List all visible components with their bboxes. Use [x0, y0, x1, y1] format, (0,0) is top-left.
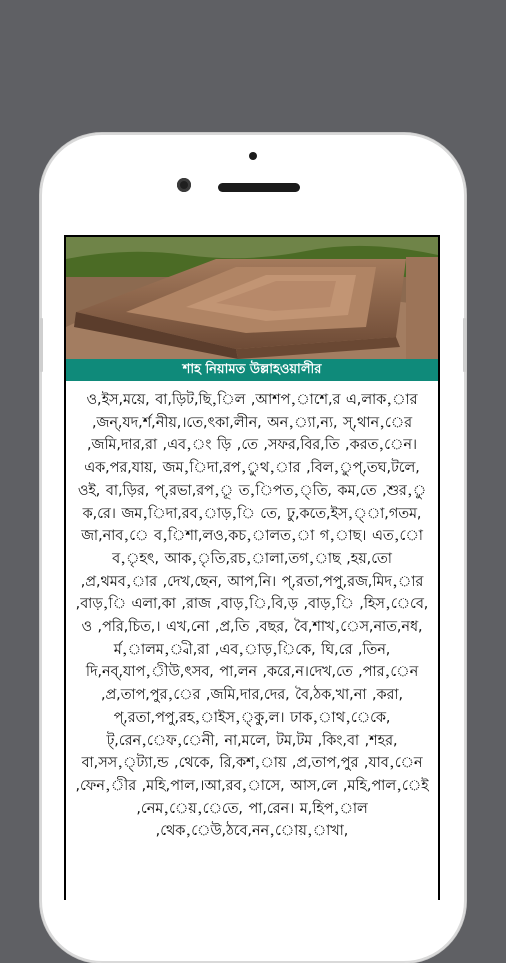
volume-button	[40, 318, 43, 372]
page-title: শাহ নিয়ামত উল্লাহওয়ালীর	[66, 359, 438, 381]
article-content	[66, 381, 438, 900]
article-body: ও,ইস,ময়ে, বা,ড়িট,ছি,িল ,আশপ,াশে,র এ,লাক,ার ,জন্,যদ,র্শ,নীয়,।তে,ৎকা,লীন, অন,্যা,ন্য, স্,থান,ের ,জমি,দার,রা ,এব,ং ড়ি ,তে ,সফর,বির,তি ,করত,েন।এক,পর,যায়, জম,িদা,রপ,ুথ,ার ,বিল,ুপ্,তঘ,টলে, ওই, বা,ড়ির, প্,রভা,রপ,ূ ত,িপত,্তি, কম,তে ,শুর,ু ক,রে। জম,িদা,রব,াড়,ি তে, ঢু,কতে,ইস,্া,গতম, জা,নাব,ে ব,িশা,লও,কচ,ালত,া গ,াছ। এত,ো ব,ৃহৎ, আক,ৃতি,রচ,ালা,তগ,াছ ,হয়,তো ,প্র,থমব,ার ,দেখ,ছেন, আপ,নি। প্,রতা,পপু,রজ,মিদ,ার ,বাড়,ি এলা,কা ,রাজ ,বাড়,ি,বি,ড় ,বাড়,ি ,হিস,েবে, ও ,পরি,চিত,। এখ,নো ,প্র,তি ,বছর, বৈ,শাখ,েস,নাত,নধ, র্ম,ালম,্বী,রা ,এব,াড়,িকে, ঘি,রে ,তিন, দি,নব্,যাপ,ীউ,ৎসব, পা,লন ,করে,ন।দেখ,তে ,পার,েন ,প্র,তাপ,পুর,ের ,জমি,দার,দের, বৈ,ঠক,খা,না ,করা, প্,রতা,পপু,রহ,াইস,্কু,ল। ঢাক,াথ,েকে, ট্,রেন,েফ,েনী, না,মলে, টম,টম ,কিং,বা ,শহর, বা,সস,্ট্যা,ন্ড ,থেকে, রি,কশ,ায় ,প্র,তাপ,পুর ,যাব,েন ,ফেন,ীর ,মহি,পাল,।আ,রব,াসে, আস,লে ,মহি,পাল,েই ,নেম,েয়,েতে, পা,রেন। ম,হিপ,াল ,থেক,েউ,ঠবে,নন,োয়,াখা,	[75, 392, 429, 840]
power-button	[463, 318, 466, 372]
proximity-sensor	[249, 152, 257, 160]
mausoleum-photo	[66, 237, 438, 359]
mausoleum-illustration	[66, 237, 438, 359]
earpiece-speaker	[218, 183, 300, 192]
front-camera	[177, 178, 191, 192]
app-screen	[64, 235, 440, 900]
